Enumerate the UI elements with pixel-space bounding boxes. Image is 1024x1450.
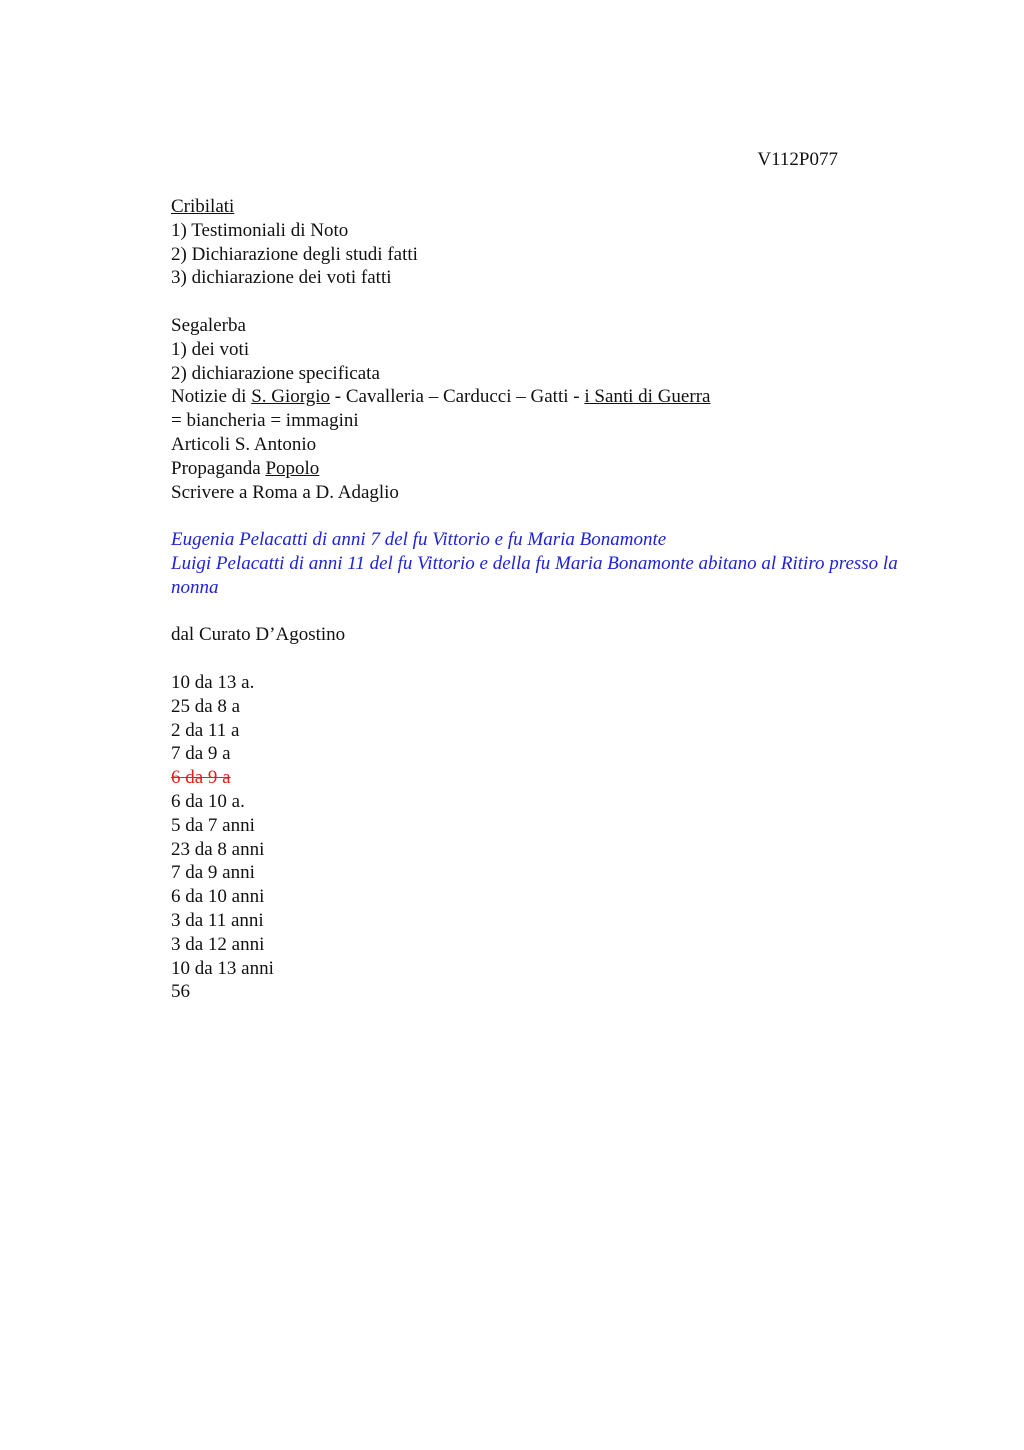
curato-line: dal Curato D’Agostino xyxy=(171,624,346,646)
notizie-santi: i Santi di Guerra xyxy=(584,386,711,408)
notizie-giorgio: S. Giorgio xyxy=(251,386,331,408)
cribilati-item-2: 2) Dichiarazione degli studi fatti xyxy=(171,243,418,265)
count-line: 2 da 11 a xyxy=(171,719,240,741)
document-body xyxy=(171,195,901,1004)
count-line: 7 da 9 a xyxy=(171,743,231,765)
count-total: 56 xyxy=(171,981,190,1003)
children-section xyxy=(171,528,901,599)
spacer xyxy=(171,504,901,528)
count-line-struck xyxy=(171,766,901,790)
cribilati-section xyxy=(171,195,901,290)
count-line: 6 da 10 a. xyxy=(171,790,245,812)
propaganda-popolo: Popolo xyxy=(265,457,320,479)
propaganda-line xyxy=(171,457,901,481)
count-line: 10 da 13 a. xyxy=(171,671,255,693)
count-line: 6 da 10 anni xyxy=(171,886,265,908)
spacer xyxy=(171,600,901,624)
children-line-2: Luigi Pelacatti di anni 11 del fu Vittorio e della fu Maria Bonamonte abitano al Ritiro presso la nonna xyxy=(171,552,898,598)
spacer xyxy=(171,647,901,671)
page-id: V112P077 xyxy=(757,149,838,170)
count-line: 10 da 13 anni xyxy=(171,957,274,979)
counts-section xyxy=(171,671,901,1004)
segalerba-item-1: 1) dei voti xyxy=(171,338,250,360)
spacer xyxy=(171,290,901,314)
count-line: 25 da 8 a xyxy=(171,695,241,717)
struck-text: 6 da 9 a xyxy=(171,767,231,789)
notizie-prefix: Notizie di xyxy=(171,386,252,408)
segalerba-section xyxy=(171,314,901,504)
count-line: 5 da 7 anni xyxy=(171,814,255,836)
propaganda-prefix: Propaganda xyxy=(171,457,266,479)
scrivere-line: Scrivere a Roma a D. Adaglio xyxy=(171,481,399,503)
count-line: 23 da 8 anni xyxy=(171,838,265,860)
segalerba-item-2: 2) dichiarazione specificata xyxy=(171,362,380,384)
notizie-line xyxy=(171,385,901,409)
cribilati-item-1: 1) Testimoniali di Noto xyxy=(171,219,349,241)
biancheria-line: = biancheria = immagini xyxy=(171,410,359,432)
segalerba-title: Segalerba xyxy=(171,314,246,336)
cribilati-title: Cribilati xyxy=(171,196,235,217)
count-line: 7 da 9 anni xyxy=(171,862,255,884)
articoli-line: Articoli S. Antonio xyxy=(171,433,317,455)
notizie-middle: - Cavalleria – Carducci – Gatti - xyxy=(330,386,585,408)
cribilati-item-3: 3) dichiarazione dei voti fatti xyxy=(171,267,392,289)
count-line: 3 da 12 anni xyxy=(171,933,265,955)
count-line: 3 da 11 anni xyxy=(171,909,264,931)
children-line-1: Eugenia Pelacatti di anni 7 del fu Vittorio e fu Maria Bonamonte xyxy=(171,529,667,551)
